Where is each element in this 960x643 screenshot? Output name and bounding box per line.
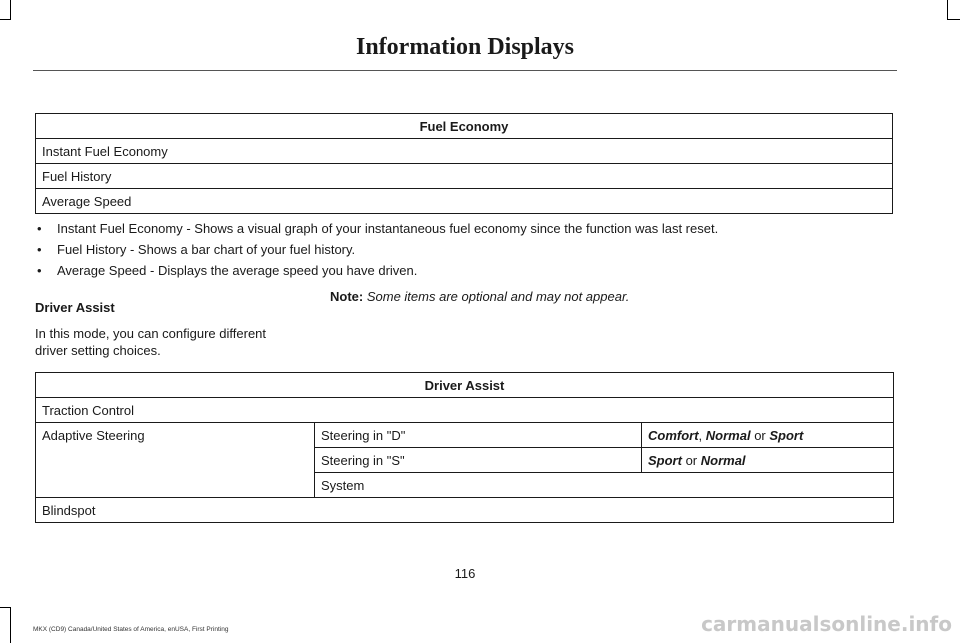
- note-label: Note:: [330, 289, 364, 304]
- option-sep: ,: [698, 427, 706, 443]
- crop-mark: [10, 607, 11, 643]
- page-title: Information Displays: [355, 34, 575, 60]
- table-row: Average Speed: [36, 189, 893, 214]
- list-item: • Average Speed - Displays the average speed you have driven.: [35, 261, 893, 281]
- option-comfort: Comfort: [648, 427, 699, 443]
- crop-mark: [0, 19, 11, 20]
- fuel-economy-table: [35, 113, 893, 214]
- section-body: In this mode, you can configure different driver setting choices.: [35, 326, 267, 358]
- steering-s-cell: Steering in "S": [315, 448, 642, 473]
- assist-table-header: Driver Assist: [36, 373, 894, 398]
- crop-mark: [0, 607, 11, 608]
- crop-mark: [947, 0, 948, 20]
- driver-assist-table: [35, 372, 894, 523]
- option-sep: or: [750, 427, 770, 443]
- fuel-table-header: Fuel Economy: [36, 114, 893, 139]
- steering-s-options: [642, 448, 894, 473]
- page-number: 116: [454, 566, 476, 581]
- option-sep: or: [681, 452, 701, 468]
- option-sport: Sport: [648, 452, 682, 468]
- table-row: Fuel History: [36, 164, 893, 189]
- crop-mark: [10, 0, 11, 20]
- table-row: Blindspot: [36, 498, 894, 523]
- adaptive-steering-cell: Adaptive Steering: [36, 423, 315, 498]
- steering-d-cell: Steering in "D": [315, 423, 642, 448]
- table-row: Traction Control: [36, 398, 894, 423]
- list-item: • Fuel History - Shows a bar chart of your fuel history.: [35, 240, 893, 260]
- steering-d-options: [642, 423, 894, 448]
- system-cell: System: [315, 473, 894, 498]
- title-divider: [33, 70, 897, 71]
- option-normal: Normal: [705, 427, 751, 443]
- crop-mark: [947, 19, 960, 20]
- option-sport: Sport: [769, 427, 804, 443]
- option-normal: Normal: [700, 452, 746, 468]
- section-heading: Driver Assist: [35, 300, 115, 315]
- list-item: • Instant Fuel Economy - Shows a visual graph of your instantaneous fuel economy since the function was last reset.: [35, 219, 893, 239]
- fuel-bullet-list: [35, 219, 893, 282]
- print-footer: MKX (CD9) Canada/United States of America, enUSA, First Printing: [33, 626, 229, 633]
- note-text: Some items are optional and may not appear.: [366, 289, 630, 304]
- table-row: Instant Fuel Economy: [36, 139, 893, 164]
- note: [330, 288, 630, 305]
- watermark: carmanualsonline.info: [701, 612, 952, 636]
